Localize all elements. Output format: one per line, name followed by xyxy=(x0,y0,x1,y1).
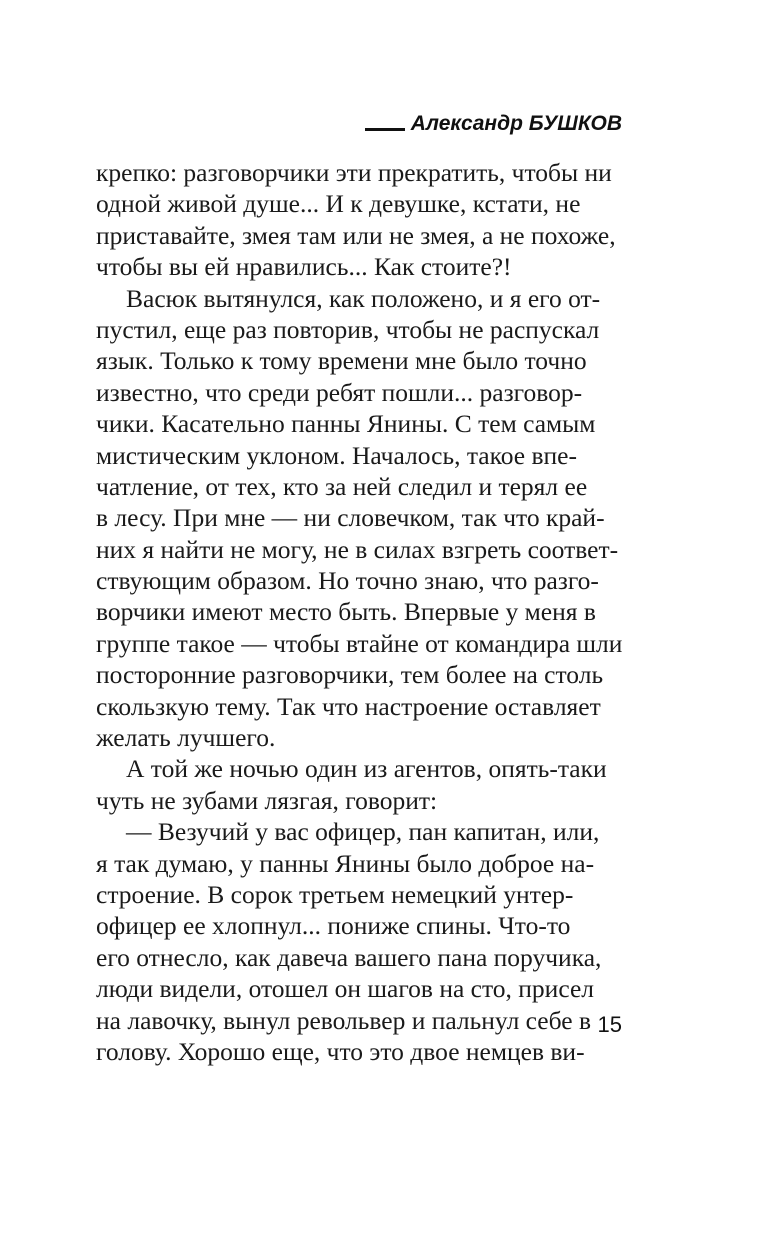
body-text xyxy=(96,157,624,1067)
author-name: Александр БУШКОВ xyxy=(410,112,622,135)
text-line: них я найти не могу, не в силах взгреть соответ- xyxy=(96,534,619,564)
text-line: офицер ее хлопнул... пониже спины. Что-то xyxy=(96,911,571,941)
text-line: ствующим образом. Но точно знаю, что разго- xyxy=(96,566,599,596)
text-line: его отнесло, как давеча вашего пана поручика, xyxy=(96,942,602,972)
header-rule xyxy=(365,128,405,131)
text-line: Васюк вытянулся, как положено, и я его от- xyxy=(126,283,601,313)
text-line: чуть не зубами лязгая, говорит: xyxy=(96,785,438,815)
text-line: чики. Касательно панны Янины. С тем самым xyxy=(96,409,596,439)
text-line: А той же ночью один из агентов, опять-таки xyxy=(126,754,607,784)
text-line: пустил, еще раз повторив, чтобы не распускал xyxy=(96,314,600,344)
text-line: строение. В сорок третьем немецкий унтер- xyxy=(96,879,574,909)
text-line: люди видели, отошел он шагов на сто, присел xyxy=(96,974,594,1004)
text-line: группе такое — чтобы втайне от командира шли xyxy=(96,628,623,658)
text-line: голову. Хорошо еще, что это двое немцев ви- xyxy=(96,1036,585,1066)
text-line: скользкую тему. Так что настроение оставляет xyxy=(96,691,601,721)
page-number: 15 xyxy=(597,1012,622,1037)
text-line: крепко: разговорчики эти прекратить, чтобы ни xyxy=(96,158,612,187)
text-line: посторонние разговорчики, тем более на столь xyxy=(96,660,604,690)
text-line: мистическим уклоном. Началось, такое впе- xyxy=(96,440,577,470)
text-line: одной живой душе... И к девушке, кстати, не xyxy=(96,189,581,219)
text-line: в лесу. При мне — ни словечком, так что край- xyxy=(96,503,605,533)
text-line: желать лучшего. xyxy=(96,723,276,753)
running-header xyxy=(360,106,622,136)
text-line: ворчики имеют место быть. Впервые у меня в xyxy=(96,597,596,627)
text-line: на лавочку, вынул револьвер и пальнул себе в xyxy=(96,1005,591,1035)
text-line: чатление, от тех, кто за ней следил и терял ее xyxy=(96,471,588,501)
text-line: — Везучий у вас офицер, пан капитан, или, xyxy=(126,817,600,847)
text-line: чтобы вы ей нравились... Как стоите?! xyxy=(96,252,512,282)
text-line: я так думаю, у панны Янины было доброе на- xyxy=(96,848,595,878)
text-line: язык. Только к тому времени мне было точно xyxy=(96,346,587,376)
text-line: известно, что среди ребят пошли... разговор- xyxy=(96,377,583,407)
text-line: приставайте, змея там или не змея, а не похоже, xyxy=(96,220,616,250)
